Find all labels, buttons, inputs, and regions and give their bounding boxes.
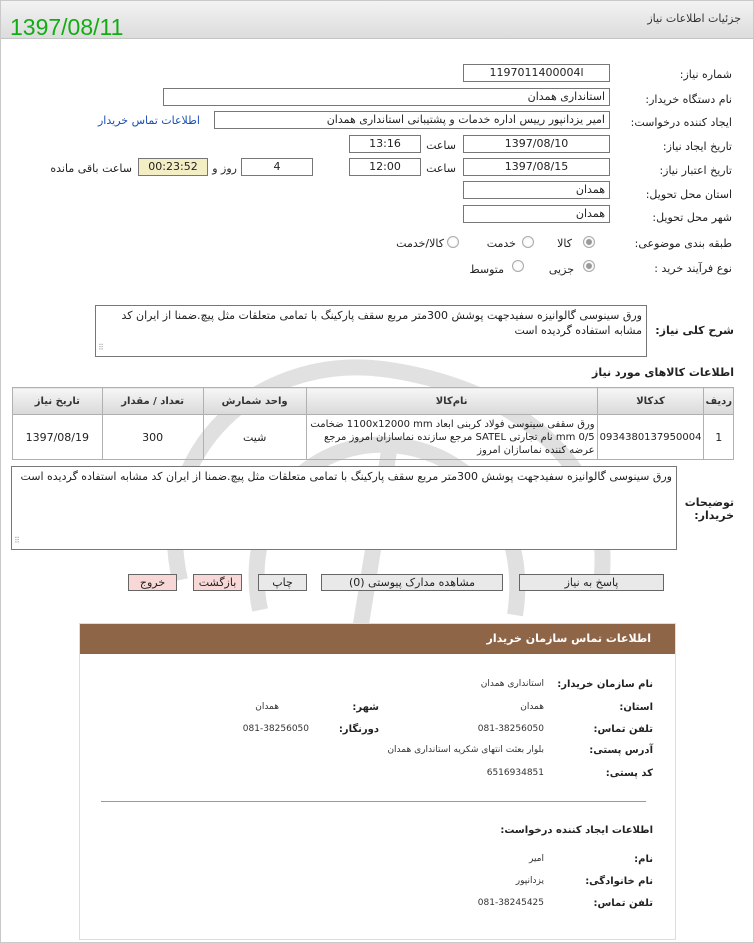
validity-date-label: تاریخ اعتبار نیاز: bbox=[659, 164, 732, 177]
created-time-field[interactable]: 13:16 bbox=[349, 135, 421, 153]
process-radio-minor[interactable] bbox=[583, 260, 595, 272]
category-option-goods: کالا bbox=[557, 237, 572, 250]
items-table bbox=[12, 387, 734, 460]
exit-button[interactable]: خروج bbox=[128, 574, 177, 591]
need-number-label: شماره نیاز: bbox=[679, 68, 732, 81]
city-field[interactable]: همدان bbox=[463, 205, 610, 223]
creator-phone-label: تلفن تماس: bbox=[593, 898, 653, 909]
col-code: کدکالا bbox=[597, 388, 704, 415]
summary-textarea[interactable] bbox=[95, 305, 647, 357]
contact-card bbox=[79, 623, 676, 940]
need-number-field[interactable]: 1197011400004l bbox=[463, 64, 610, 82]
resize-grip-icon[interactable]: ⠿ bbox=[98, 343, 104, 352]
col-date: تاریخ نیاز bbox=[13, 388, 103, 415]
buyer-notes-textarea[interactable] bbox=[11, 466, 677, 550]
phone-label: تلفن تماس: bbox=[593, 724, 653, 735]
cell-qty: 300 bbox=[102, 415, 203, 460]
days-remaining-field[interactable]: 4 bbox=[241, 158, 313, 176]
org-label: نام سازمان خریدار: bbox=[557, 679, 653, 690]
validity-time-label: ساعت bbox=[426, 162, 456, 175]
buyer-notes-text: ورق سینوسی گالوانیزه سفیدجهت پوشش 300متر مربع سقف پارکینگ با تمامی متعلقات مثل پیچ.ضمنا از ایران کد مشابه استفاده گردیده است bbox=[20, 470, 672, 483]
cell-code: 0934380137950004 bbox=[597, 415, 704, 460]
category-radio-service[interactable] bbox=[522, 236, 534, 248]
buyer-org-label: نام دستگاه خریدار: bbox=[645, 93, 732, 106]
first-name-label: نام: bbox=[634, 854, 653, 865]
fax-label: دورنگار: bbox=[338, 724, 379, 735]
address-value: بلوار بعثت انتهای شکریه استانداری همدان bbox=[387, 745, 544, 755]
category-label: طبقه بندی موضوعی: bbox=[634, 237, 732, 250]
buyer-contact-link[interactable]: اطلاعات تماس خریدار bbox=[98, 114, 200, 127]
divider bbox=[101, 801, 646, 802]
back-button[interactable]: بازگشت bbox=[193, 574, 242, 591]
province-card-label: استان: bbox=[619, 702, 653, 713]
reply-button[interactable]: پاسخ به نیاز bbox=[519, 574, 664, 591]
creator-phone-value: 081-38245425 bbox=[477, 898, 544, 908]
resize-grip-icon[interactable]: ⠿ bbox=[14, 536, 20, 545]
time-remaining-label: ساعت باقی مانده bbox=[50, 162, 132, 175]
buyer-notes-label: توضیحات خریدار: bbox=[684, 496, 734, 522]
category-option-service: خدمت bbox=[486, 237, 516, 250]
validity-time-field[interactable]: 12:00 bbox=[349, 158, 421, 176]
col-qty: تعداد / مقدار bbox=[102, 388, 203, 415]
items-header-row bbox=[13, 388, 734, 415]
cell-row: 1 bbox=[704, 415, 734, 460]
postal-value: 6516934851 bbox=[486, 768, 544, 778]
org-value: استانداری همدان bbox=[480, 679, 544, 689]
address-label: آدرس پستی: bbox=[589, 745, 653, 756]
items-section-title: اطلاعات کالاهای مورد نیاز bbox=[592, 366, 734, 379]
province-card-value: همدان bbox=[520, 702, 544, 712]
cell-name: ورق سقفی سینوسی فولاد کربنی ابعاد 1100x12000 mm ضخامت 0/5 mm نام تجارتی SATEL مرجع سازنده نماسازان امروز مرجع عرضه کننده نماسازان امروز bbox=[306, 415, 597, 460]
page-title: جزئیات اطلاعات نیاز bbox=[647, 12, 741, 25]
city-card-value: همدان bbox=[255, 702, 279, 712]
process-label: نوع فرآیند خرید : bbox=[654, 262, 732, 275]
province-field[interactable]: همدان bbox=[463, 181, 610, 199]
first-name-value: امیر bbox=[528, 854, 544, 864]
category-radio-goods-service[interactable] bbox=[447, 236, 459, 248]
requester-field[interactable]: امیر یزدانپور رییس اداره خدمات و پشتیبانی استانداری همدان bbox=[214, 111, 610, 129]
cell-unit: شیت bbox=[203, 415, 306, 460]
last-name-value: یزدانپور bbox=[515, 876, 544, 886]
table-row[interactable] bbox=[13, 415, 734, 460]
validity-date-field[interactable]: 1397/08/15 bbox=[463, 158, 610, 176]
created-time-label: ساعت bbox=[426, 139, 456, 152]
created-date-field[interactable]: 1397/08/10 bbox=[463, 135, 610, 153]
contact-card-title: اطلاعات تماس سازمان خریدار bbox=[486, 632, 651, 645]
time-remaining-field: 00:23:52 bbox=[138, 158, 208, 176]
category-option-goods-service: کالا/خدمت bbox=[396, 237, 444, 250]
phone-value: 081-38256050 bbox=[477, 724, 544, 734]
city-card-label: شهر: bbox=[352, 702, 379, 713]
print-button[interactable]: چاپ bbox=[258, 574, 307, 591]
buyer-org-field[interactable]: استانداری همدان bbox=[163, 88, 610, 106]
attachments-button[interactable]: مشاهده مدارک پیوستی (0) bbox=[321, 574, 503, 591]
creator-section-title: اطلاعات ایجاد کننده درخواست: bbox=[500, 825, 653, 836]
last-name-label: نام خانوادگی: bbox=[585, 876, 653, 887]
process-radio-medium[interactable] bbox=[512, 260, 524, 272]
col-unit: واحد شمارش bbox=[203, 388, 306, 415]
fax-value: 081-38256050 bbox=[242, 724, 309, 734]
created-date-label: تاریخ ایجاد نیاز: bbox=[662, 140, 732, 153]
col-row: ردیف bbox=[704, 388, 734, 415]
summary-label: شرح کلی نیاز: bbox=[655, 324, 734, 337]
days-label: روز و bbox=[212, 162, 237, 175]
date-stamp: 1397/08/11 bbox=[10, 14, 124, 40]
cell-date: 1397/08/19 bbox=[13, 415, 103, 460]
contact-card-header bbox=[80, 624, 675, 654]
city-label: شهر محل تحویل: bbox=[652, 211, 732, 224]
requester-label: ایجاد کننده درخواست: bbox=[630, 116, 732, 129]
category-radio-goods[interactable] bbox=[583, 236, 595, 248]
postal-label: کد پستی: bbox=[605, 768, 653, 779]
col-name: نام‌کالا bbox=[306, 388, 597, 415]
summary-text: ورق سینوسی گالوانیزه سفیدجهت پوشش 300متر مربع سقف پارکینگ با تمامی متعلقات مثل پیچ.ضمنا از ایران کد مشابه استفاده گردیده است bbox=[121, 309, 642, 337]
process-option-medium: متوسط bbox=[469, 263, 504, 276]
process-option-minor: جزیی bbox=[548, 263, 574, 276]
province-label: استان محل تحویل: bbox=[645, 188, 732, 201]
